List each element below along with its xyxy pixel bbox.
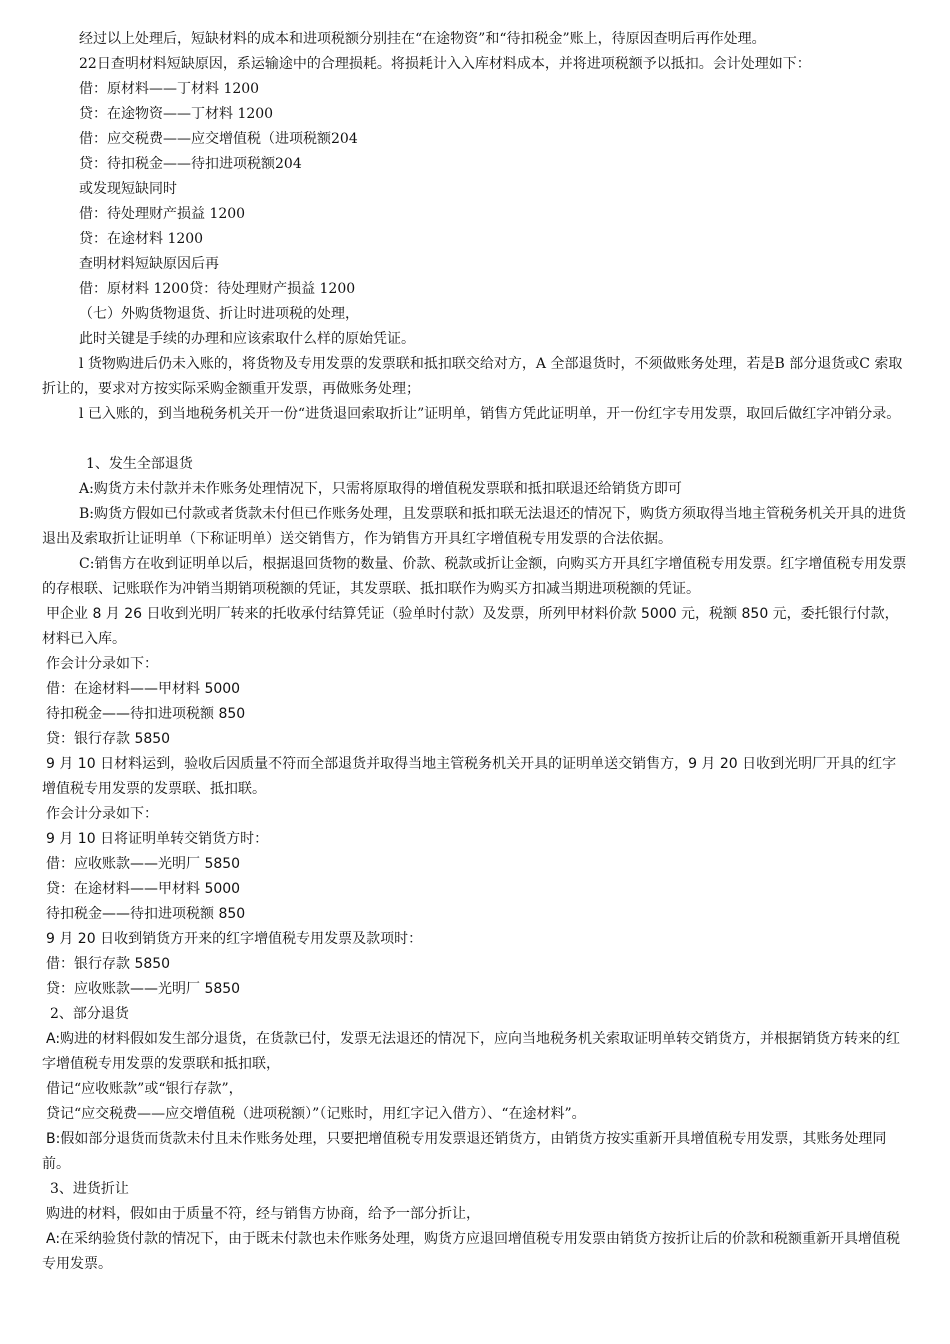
journal-entry: 贷：在途材料——甲材料 5000 [46, 881, 241, 897]
paragraph: A:购货方未付款并未作账务处理情况下，只需将原取得的增值税发票联和抵扣联退还给销货方即可 [79, 481, 682, 497]
journal-entry: 借：应收账款——光明厂 5850 [46, 856, 241, 872]
paragraph: 贷：待扣税金——待扣进项税额204 [79, 156, 302, 172]
paragraph: A:在采纳验货付款的情况下，由于既未付款也未作账务处理，购货方应退回增值税专用发票由销货方按折让后的价款和税额重新开具增值税专用发票。 [42, 1231, 901, 1272]
paragraph: 此时关键是手续的办理和应该索取什么样的原始凭证。 [79, 331, 415, 347]
paragraph: 贷：在途物资——丁材料 1200 [79, 106, 274, 122]
paragraph: 借：待处理财产损益 1200 [79, 206, 246, 222]
journal-entry: 贷：银行存款 5850 [46, 731, 171, 747]
paragraph: 作会计分录如下： [46, 656, 158, 672]
journal-entry: 贷：应收账款——光明厂 5850 [46, 981, 241, 997]
paragraph: 贷记“应交税费——应交增值税（进项税额）”（记账时，用红字记入借方）、“在途材料”。 [46, 1106, 586, 1122]
paragraph: A:购进的材料假如发生部分退货，在货款已付，发票无法退还的情况下，应向当地税务机关索取证明单转交销货方，并根据销货方转来的红字增值税专用发票的发票联和抵扣联， [42, 1031, 901, 1072]
paragraph: 借记“应收账款”或“银行存款”， [46, 1081, 243, 1097]
paragraph: B:假如部分退货而货款未付且未作账务处理，只要把增值税专用发票退还销货方，由销货方按实重新开具增值税专用发票，其账务处理同前。 [42, 1131, 887, 1172]
paragraph: 借：应交税费——应交增值税（进项税额204 [79, 131, 358, 147]
paragraph: l 已入账的，到当地税务机关开一份“进货退回索取折让”证明单，销售方凭此证明单，开一份红字专用发票，取回后做红字冲销分录。 [79, 406, 901, 422]
paragraph: 经过以上处理后，短缺材料的成本和进项税额分别挂在“在途物资”和“待扣税金”账上，待原因查明后再作处理。 [79, 31, 766, 47]
paragraph: 9 月 10 日材料运到，验收后因质量不符而全部退货并取得当地主管税务机关开具的证明单送交销售方，9 月 20 日收到光明厂开具的红字增值税专用发票的发票联、抵扣联。 [42, 756, 897, 797]
paragraph: 借：原材料——丁材料 1200 [79, 81, 260, 97]
paragraph: 购进的材料，假如由于质量不符，经与销售方协商，给予一部分折让， [46, 1206, 480, 1222]
paragraph: 借：原材料 1200贷：待处理财产损益 1200 [79, 281, 356, 297]
paragraph: 查明材料短缺原因后再 [79, 256, 219, 272]
paragraph: 贷：在途材料 1200 [79, 231, 204, 247]
paragraph: 22日查明材料短缺原因，系运输途中的合理损耗。将损耗计入入库材料成本，并将进项税额予以抵扣。会计处理如下： [79, 56, 811, 72]
section-heading: 3、进货折让 [50, 1181, 129, 1197]
paragraph: B:购货方假如已付款或者货款未付但已作账务处理，且发票联和抵扣联无法退还的情况下，购货方须取得当地主管税务机关开具的进货退出及索取折让证明单（下称证明单）送交销售方，作为销售方开具红字增值税专用发票的合法依据。 [42, 506, 907, 547]
journal-entry: 待扣税金——待扣进项税额 850 [46, 706, 246, 722]
journal-entry: 借：在途材料——甲材料 5000 [46, 681, 241, 697]
journal-entry: 借：银行存款 5850 [46, 956, 171, 972]
section-heading: 2、部分退货 [50, 1006, 129, 1022]
journal-entry: 待扣税金——待扣进项税额 850 [46, 906, 246, 922]
paragraph: 或发现短缺同时 [79, 181, 177, 197]
paragraph: 甲企业 8 月 26 日收到光明厂转来的托收承付结算凭证（验单时付款）及发票，所列甲材料价款 5000 元，税额 850 元，委托银行付款，材料已入库。 [42, 606, 899, 647]
paragraph: C:销售方在收到证明单以后，根据退回货物的数量、价款、税款或折让金额，向购买方开具红字增值税专用发票。红字增值税专用发票的存根联、记账联作为冲销当期销项税额的凭证，其发票联、抵扣联作为购买方扣减当期进项税额的凭证。 [42, 556, 907, 597]
paragraph: 9 月 10 日将证明单转交销货方时： [46, 831, 269, 847]
paragraph: 9 月 20 日收到销货方开来的红字增值税专用发票及款项时： [46, 931, 423, 947]
paragraph: （七）外购货物退货、折让时进项税的处理， [79, 306, 359, 322]
section-heading: 1、发生全部退货 [86, 456, 193, 472]
paragraph: 作会计分录如下： [46, 806, 158, 822]
paragraph: l 货物购进后仍未入账的，将货物及专用发票的发票联和抵扣联交给对方，A 全部退货时，不须做账务处理，若是B 部分退货或C 索取折让的，要求对方按实际采购金额重开发票，再做账务处理； [42, 356, 903, 397]
